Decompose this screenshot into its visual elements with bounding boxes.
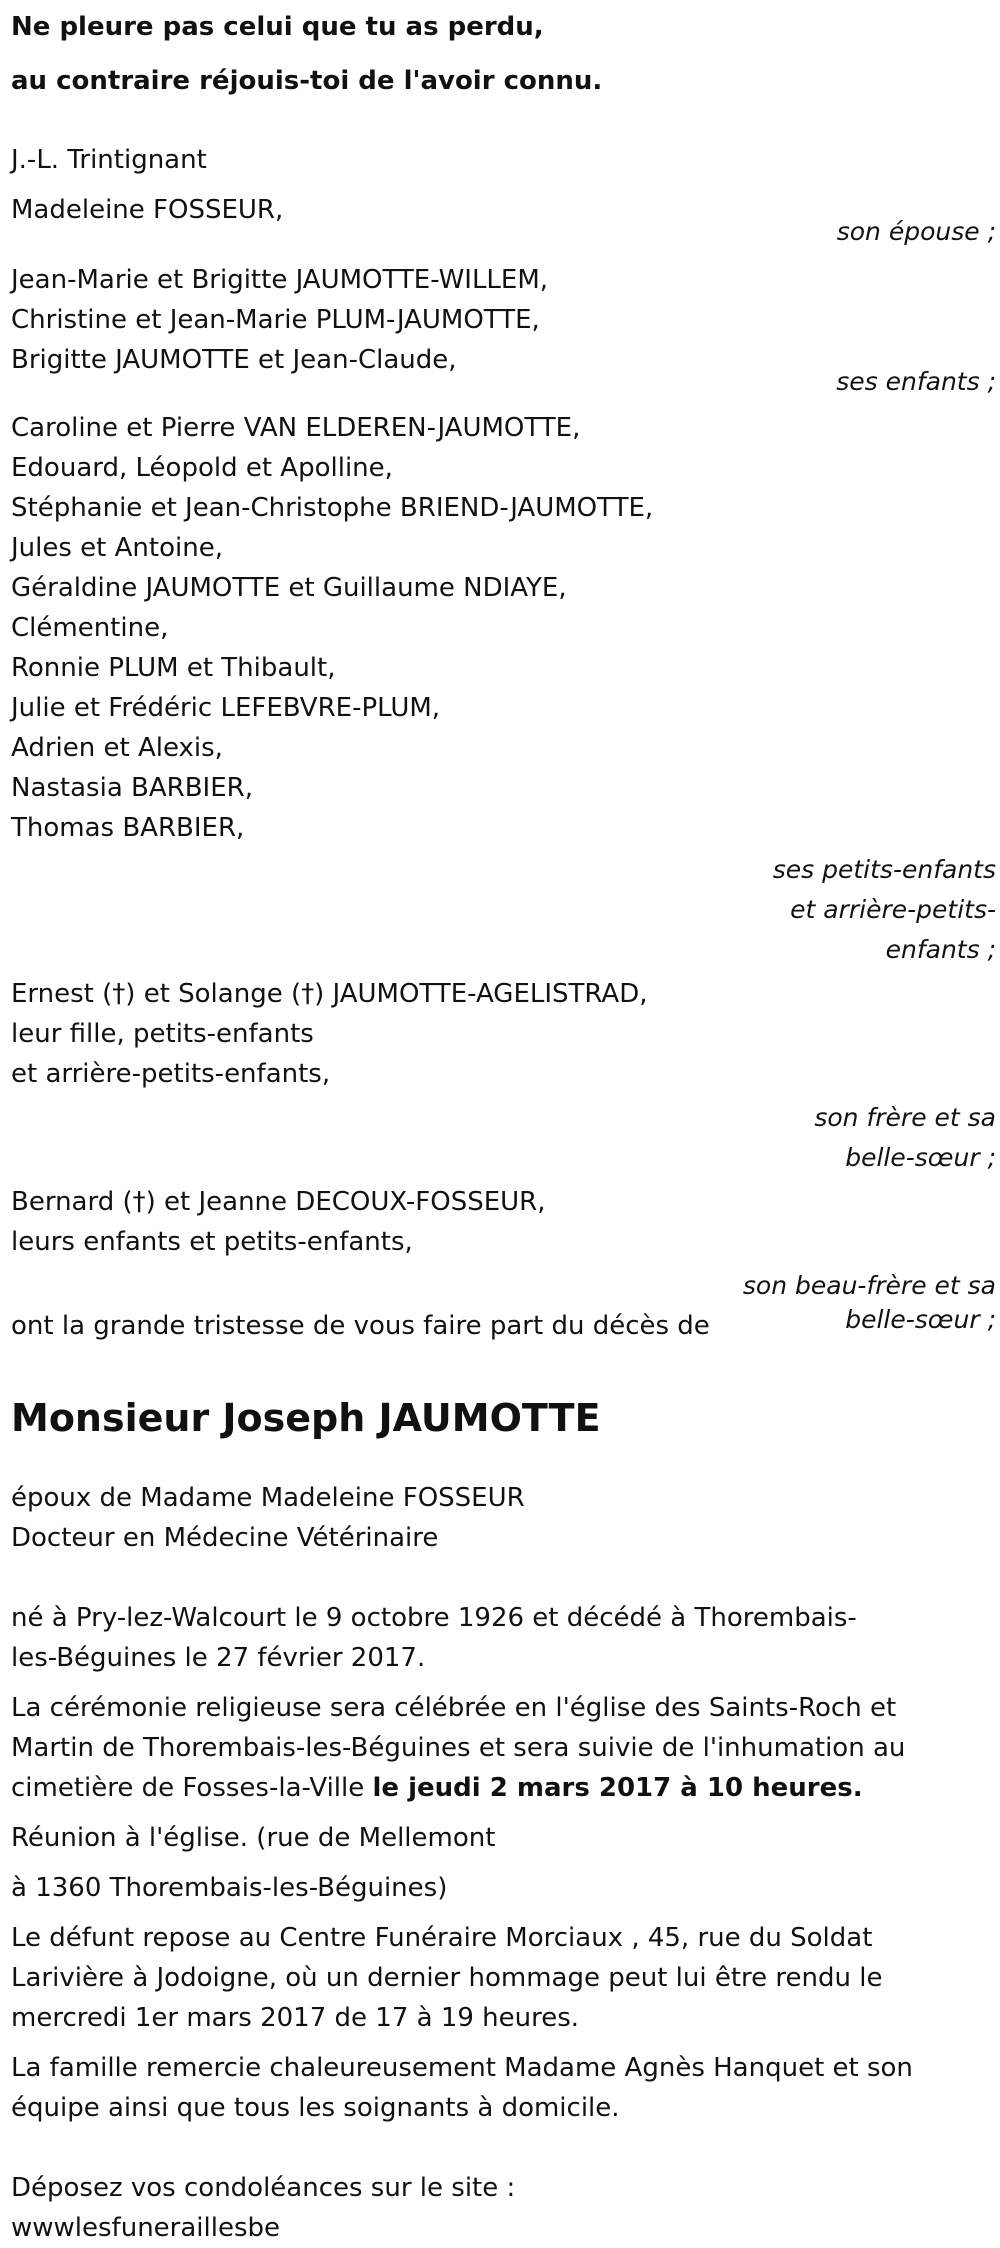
- family-line: et arrière-petits-enfants,: [11, 1059, 331, 1089]
- family-line: Ronnie PLUM et Thibault,: [11, 653, 336, 683]
- condolences-website-link[interactable]: wwwlesfuneraillesbe: [11, 2213, 281, 2243]
- family-children: [11, 260, 996, 402]
- role-label: ses petits-enfants: [772, 855, 996, 884]
- role-label: son épouse ;: [836, 217, 996, 246]
- condolences-text: Déposez vos condoléances sur le site :: [11, 2173, 516, 2203]
- family-line: Bernard (†) et Jeanne DECOUX-FOSSEUR,: [11, 1187, 546, 1217]
- paragraph-line: les-Béguines le 27 février 2017.: [11, 1643, 426, 1673]
- role-label: enfants ;: [885, 935, 996, 964]
- paragraph-line: [11, 1768, 996, 1808]
- ceremony-paragraph: [11, 1688, 996, 1808]
- role-label: son frère et sa: [814, 1103, 996, 1132]
- family-line: Adrien et Alexis,: [11, 733, 223, 763]
- deceased-name: Monsieur Joseph JAUMOTTE: [11, 1396, 601, 1440]
- family-line: Caroline et Pierre VAN ELDEREN-JAUMOTTE,: [11, 413, 581, 443]
- quote: [11, 0, 996, 108]
- family-line: Nastasia BARBIER,: [11, 773, 253, 803]
- meeting-line-1: Réunion à l'église. (rue de Mellemont: [11, 1823, 496, 1853]
- quote-line-2: au contraire réjouis-toi de l'avoir connu.: [11, 66, 603, 96]
- paragraph-line: Le défunt repose au Centre Funéraire Morciaux , 45, rue du Soldat: [11, 1923, 873, 1953]
- family-line: Christine et Jean-Marie PLUM-JAUMOTTE,: [11, 305, 540, 335]
- paragraph-line: né à Pry-lez-Walcourt le 9 octobre 1926 et décédé à Thorembais-: [11, 1603, 857, 1633]
- family-line: Madeleine FOSSEUR,: [11, 195, 284, 225]
- paragraph-line: équipe ainsi que tous les soignants à domicile.: [11, 2093, 620, 2123]
- meeting-line-2: à 1360 Thorembais-les-Béguines): [11, 1873, 448, 1903]
- deceased-spouse: époux de Madame Madeleine FOSSEUR: [11, 1483, 525, 1513]
- family-line: leur fille, petits-enfants: [11, 1019, 314, 1049]
- role-label: son beau-frère et sa: [742, 1271, 996, 1300]
- deceased-profession: Docteur en Médecine Vétérinaire: [11, 1523, 439, 1553]
- rest-paragraph: [11, 1918, 996, 2038]
- role-label: ses enfants ;: [836, 367, 996, 396]
- family-grandchildren: [11, 408, 996, 970]
- family-line: Clémentine,: [11, 613, 169, 643]
- family-line: Géraldine JAUMOTTE et Guillaume NDIAYE,: [11, 573, 567, 603]
- ceremony-place: cimetière de Fosses-la-Ville: [11, 1773, 373, 1803]
- birth-death-paragraph: [11, 1598, 996, 1678]
- family-line: Jules et Antoine,: [11, 533, 223, 563]
- family-line: Ernest (†) et Solange (†) JAUMOTTE-AGELISTRAD,: [11, 979, 648, 1009]
- family-line: Edouard, Léopold et Apolline,: [11, 453, 393, 483]
- paragraph-line: mercredi 1er mars 2017 de 17 à 19 heures.: [11, 2003, 580, 2033]
- paragraph-line: La cérémonie religieuse sera célébrée en l'église des Saints-Roch et: [11, 1693, 897, 1723]
- family-line: Stéphanie et Jean-Christophe BRIEND-JAUMOTTE,: [11, 493, 654, 523]
- ceremony-date: le jeudi 2 mars 2017 à 10 heures.: [372, 1773, 863, 1803]
- quote-author: J.-L. Trintignant: [11, 145, 207, 175]
- family-line: Thomas BARBIER,: [11, 813, 245, 843]
- role-label: belle-sœur ;: [845, 1143, 996, 1172]
- paragraph-line: Larivière à Jodoigne, où un dernier hommage peut lui être rendu le: [11, 1963, 883, 1993]
- obituary-page: [11, 0, 996, 2248]
- announcement: ont la grande tristesse de vous faire part du décès de: [11, 1311, 710, 1341]
- family-line: leurs enfants et petits-enfants,: [11, 1227, 413, 1257]
- family-spouse: [11, 190, 996, 252]
- quote-line-1: Ne pleure pas celui que tu as perdu,: [11, 12, 544, 42]
- paragraph-line: La famille remercie chaleureusement Madame Agnès Hanquet et son: [11, 2053, 913, 2083]
- family-brother-in-law: [11, 1182, 996, 1346]
- family-line: Brigitte JAUMOTTE et Jean-Claude,: [11, 345, 457, 375]
- family-line: Julie et Frédéric LEFEBVRE-PLUM,: [11, 693, 441, 723]
- family-brother: [11, 974, 996, 1178]
- thanks-paragraph: [11, 2048, 996, 2128]
- role-label: et arrière-petits-: [790, 895, 996, 924]
- paragraph-line: Martin de Thorembais-les-Béguines et sera suivie de l'inhumation au: [11, 1733, 906, 1763]
- family-line: Jean-Marie et Brigitte JAUMOTTE-WILLEM,: [11, 265, 549, 295]
- role-label: belle-sœur ;: [845, 1305, 996, 1334]
